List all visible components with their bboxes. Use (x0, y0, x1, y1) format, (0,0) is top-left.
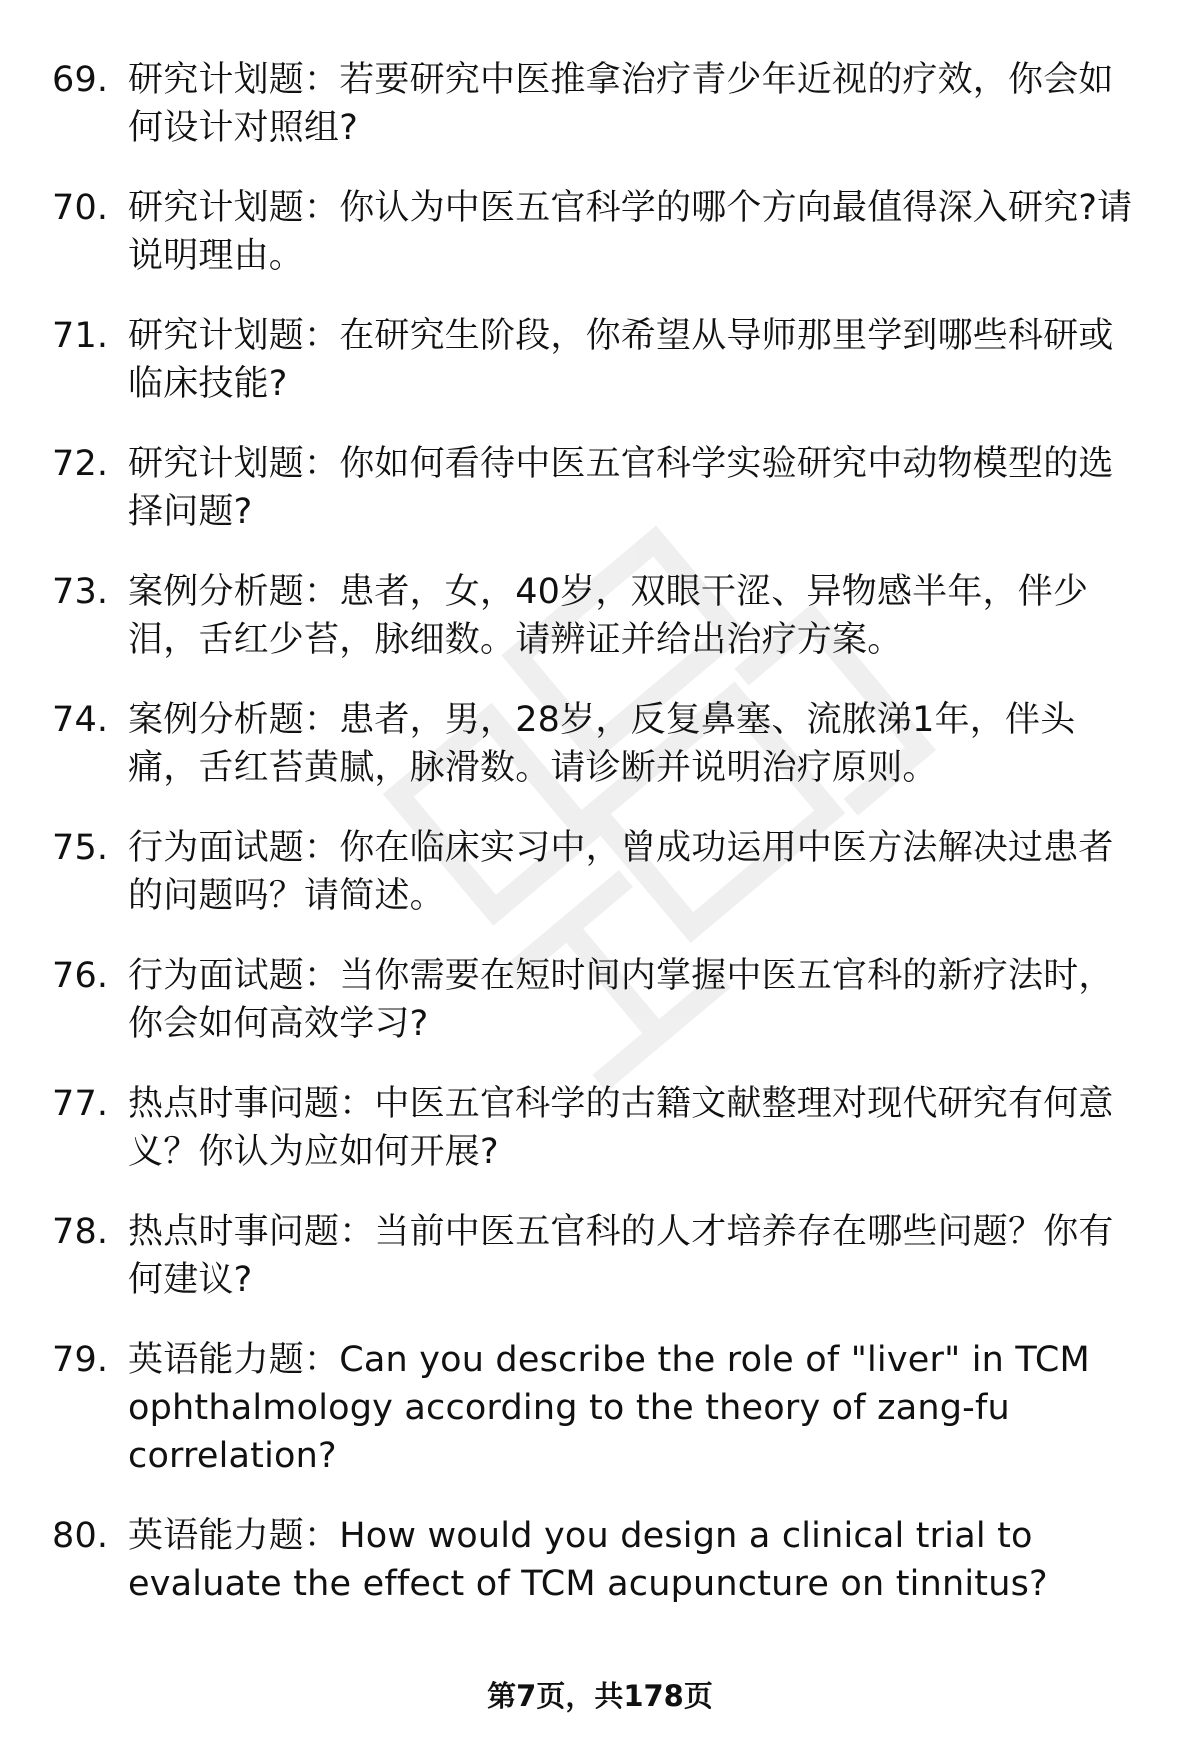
question-list (52, 56, 1142, 1640)
question-text: 案例分析题：患者，男，28岁，反复鼻塞、流脓涕1年，伴头痛，舌红苔黄腻，脉滑数。请诊断并说明治疗原则。 (128, 700, 1076, 788)
question-item (52, 568, 1142, 664)
question-number: 74. (52, 700, 109, 740)
question-item (52, 1512, 1142, 1608)
question-number: 70. (52, 188, 109, 228)
question-number: 76. (52, 956, 109, 996)
question-item (52, 696, 1142, 792)
question-number: 71. (52, 316, 109, 356)
question-item (52, 440, 1142, 536)
question-number: 79. (52, 1340, 109, 1380)
question-number: 72. (52, 444, 109, 484)
question-number: 80. (52, 1516, 109, 1556)
question-text: 热点时事问题：当前中医五官科的人才培养存在哪些问题？你有何建议? (128, 1212, 1114, 1300)
question-text: 研究计划题：你认为中医五官科学的哪个方向最值得深入研究?请说明理由。 (128, 188, 1133, 276)
question-number: 77. (52, 1084, 109, 1124)
question-text: 英语能力题：Can you describe the role of "liver" in TCM ophthalmology according to the theory of zang-fu correlation? (128, 1340, 1090, 1476)
question-item (52, 1208, 1142, 1304)
page-footer: 第7页，共178页 (487, 1679, 713, 1713)
question-item (52, 312, 1142, 408)
question-text: 热点时事问题：中医五官科学的古籍文献整理对现代研究有何意义？你认为应如何开展? (128, 1084, 1114, 1172)
question-text: 英语能力题：How would you design a clinical trial to evaluate the effect of TCM acupuncture on tinnitus? (128, 1516, 1048, 1604)
question-text: 研究计划题：在研究生阶段，你希望从导师那里学到哪些科研或临床技能? (128, 316, 1114, 404)
question-item (52, 1336, 1142, 1480)
question-number: 69. (52, 60, 109, 100)
question-text: 行为面试题：你在临床实习中，曾成功运用中医方法解决过患者的问题吗？请简述。 (128, 828, 1114, 916)
question-item (52, 824, 1142, 920)
question-item (52, 184, 1142, 280)
question-text: 行为面试题：当你需要在短时间内掌握中医五官科的新疗法时，你会如何高效学习? (128, 956, 1114, 1044)
question-item (52, 1080, 1142, 1176)
question-text: 研究计划题：若要研究中医推拿治疗青少年近视的疗效，你会如何设计对照组? (128, 60, 1114, 148)
question-item (52, 952, 1142, 1048)
question-text: 案例分析题：患者，女，40岁，双眼干涩、异物感半年，伴少泪，舌红少苔，脉细数。请辨证并给出治疗方案。 (128, 572, 1089, 660)
question-text: 研究计划题：你如何看待中医五官科学实验研究中动物模型的选择问题? (128, 444, 1114, 532)
question-number: 75. (52, 828, 109, 868)
question-number: 73. (52, 572, 109, 612)
question-number: 78. (52, 1212, 109, 1252)
question-item (52, 56, 1142, 152)
